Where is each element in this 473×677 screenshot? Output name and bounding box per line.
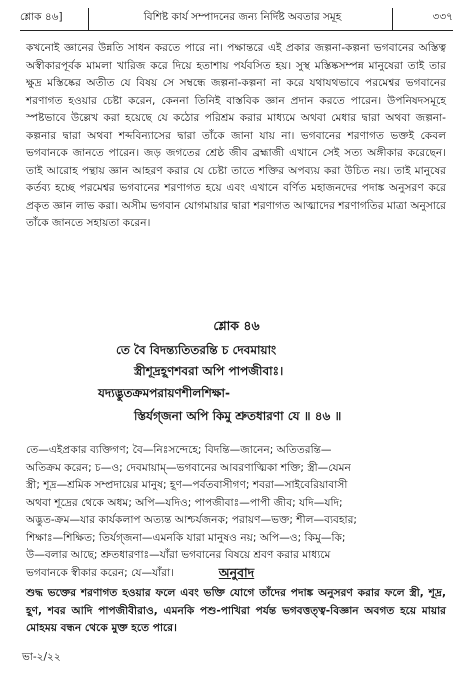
synonym-line: অথবা শূদ্রের থেকে অধম; অপি—যদিও; পাপজীবাঃ—পাপী জীব; যদি—যদি; [26,496,343,509]
header-verse-ref: শ্লোক ৪৬] [20,10,63,23]
verse-line-1: তে বৈ বিদন্ত্যতিতরন্তি চ দেবমায়াং [116,343,277,357]
header-divider-left [88,8,89,30]
header-chapter-title: বিশিষ্ট কার্য সম্পাদনের জন্য নির্দিষ্ট অবতার সমূহ [143,10,342,23]
translation-heading: অনুবাদ [218,565,255,580]
synonym-line: শিক্ষাঃ—শিক্ষিত; তির্যগ্জনা—এমনকি যারা মানুষও নয়; অপি—ও; কিমু—কি; [26,531,346,544]
synonym-line: স্ত্রী; শূদ্র—শ্রমিক সম্প্রদায়ের মানুষ; হূণ—পর্বতবাসীগণ; শবরা—সাইবেরিয়াবাসী [26,479,348,491]
verse-title: শ্লোক ৪৬ [213,318,260,333]
verse-line-3: যদ্যদ্ভুতক্রমপরায়ণশীলশিক্ষা- [98,386,230,400]
translation-text: শুদ্ধ ভক্তের শরণাগত হওয়ার ফলে এবং ভক্তি যোগে তাঁদের পদাঙ্ক অনুসরণ করার ফলে স্ত্রী, শূদ্র, হূণ, শবর আদি পাপজীবীরাও, এমনকি পশু-পাখিরা পর্যন্ত ভগবত্তত্ত্ব-বিজ্ঞান অবগত হয়ে মায়ার মোহময় বন্ধন থেকে মুক্ত হতে পারে। [26,587,446,634]
header-rule [20,30,453,31]
synonym-line: তে—এইপ্রকার ব্যক্তিগণ; বৈ—নিঃসন্দেহে; বিদন্তি—জানেন; অতিতরন্তি— [26,444,332,456]
running-header [20,8,453,28]
page-number: ৩৩৭ [432,10,453,23]
synonym-line: উ—বলার আছে; শ্রুতধারণাঃ—যাঁরা ভগবানের বিষয়ে শ্রবণ করার মাধ্যমে [26,549,331,561]
synonym-line: অতিক্রম করেন; চ—ও; দেবমায়াম্—ভগবানের আবরণাত্মিকা শক্তি; স্ত্রী—যেমন [26,461,351,474]
synonym-line: ভগবানকে স্বীকার করেন; যে—যাঁরা। [26,566,174,579]
signature-mark: ভা-২/২২ [22,651,61,663]
purport-paragraph: কখনোই জ্ঞানের উন্নতি সাধন করতে পারে না। পক্ষান্তরে এই প্রকার জল্পনা-কল্পনা ভগবানের অস্তিত্ব অস্বীকারপূর্বক মামলা খারিজ করে দিয়ে হতাশায় পর্যবসিত হয়। সুস্থ মস্তিষ্কসম্পন্ন মানুষেরা তাই তার ক্ষুদ্র মস্তিষ্কের অতীত যে বিষয় সে সম্বন্ধে জল্পনা-কল্পনা না করে যথাযথভাবে পরমেশ্বর ভগবানের শরণাগত হওয়ার চেষ্টা করেন, কেননা তিনিই বাস্তবিক জ্ঞান প্রদান করতে পারেন। উপনিষদসমূহে স্পষ্টভাবে উল্লেখ করা হয়েছে যে কঠোর পরিশ্রম করার মাধ্যমে অথবা মেধার দ্বারা অথবা জল্পনা-কল্পনার দ্বারা অথবা শব্দবিন্যাসের দ্বারা তাঁকে জানা যায় না। ভগবানের শরণাগত ভক্তই কেবল ভগবানকে জানতে পারেন। জড় জগতের শ্রেষ্ঠ জীব ব্রহ্মাজী এখানে সেই সত্য অঙ্গীকার করেছেন। তাই আরোহ পন্থায় জ্ঞান আহরণ করার যে চেষ্টা তাতে শক্তির অপব্যয় করা উচিত নয়। তাই মানুষের কর্তব্য হচ্ছে পরমেশ্বর ভগবানের শরণাগত হয়ে এবং এখানে বর্ণিত মহাজনদের পদাঙ্ক অনুসরণ করে প্রকৃত জ্ঞান লাভ করা। অসীম ভগবান যোগমায়ার দ্বারা শরণাগত আত্মাদের শরণাগতির মাত্রা অনুসারে তাঁকে জানতে সহায়তা করেন। [26,42,446,229]
synonym-line: অদ্ভুত-ক্রম—যার কার্যকলাপ অত্যন্ত আশ্চর্যজনক; পরায়ণ—ভক্ত; শীল—ব্যবহার; [26,514,357,526]
verse-line-2: স্ত্রীশূদ্রহূণশবরা অপি পাপজীবাঃ। [134,364,284,378]
verse-line-4: স্তির্যগ্জনা অপি কিমু শ্রুতধারণা যে ॥ ৪৬ ॥ [134,409,342,423]
word-synonyms [26,442,446,582]
header-divider-right [392,8,393,30]
